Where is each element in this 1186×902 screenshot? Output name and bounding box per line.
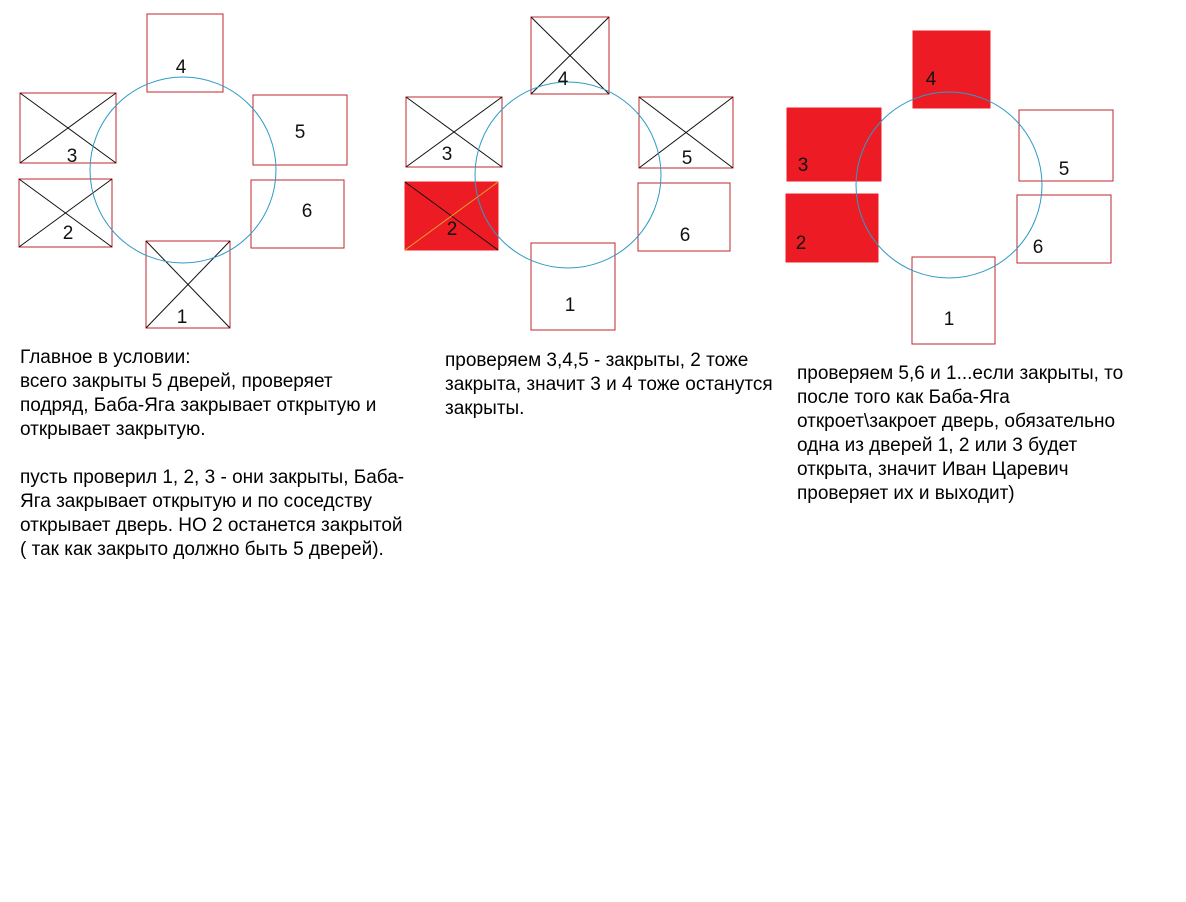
panel-3-door-5-label: 5 (1058, 159, 1070, 181)
panel-1-door-1-label: 1 (176, 307, 188, 329)
panel-1-door-3-label: 3 (66, 146, 78, 168)
panel-2-door-5-label: 5 (681, 148, 693, 170)
panel-3-door-1-label: 1 (943, 309, 955, 331)
panel-1-door-6-label: 6 (301, 201, 313, 223)
panel-2-door-2-label: 2 (446, 219, 458, 241)
panel-3-door-1 (912, 257, 995, 344)
panel-3-door-6-label: 6 (1032, 237, 1044, 259)
panel-2-door-1-label: 1 (564, 295, 576, 317)
panel-1-explanation: Главное в условии: всего закрыты 5 дверей, проверяет подряд, Баба-Яга закрывает открытую и открывает закрытую. пусть проверил 1, 2, 3 - они закрыты, Баба-Яга закрывает открытую и по соседству открывает дверь. НО 2 останется закрытой ( так как закрыто должно быть 5 дверей). (20, 347, 405, 560)
panel-2-explanation: проверяем 3,4,5 - закрыты, 2 тоже закрыта, значит 3 и 4 тоже останутся закрыты. (445, 350, 773, 419)
panel-1-door-4-label: 4 (175, 57, 187, 79)
panel-2-door-3-label: 3 (441, 144, 453, 166)
panel-1-circle (90, 77, 276, 263)
panel-3-door-4-label: 4 (925, 69, 937, 91)
panel-1-door-2-label: 2 (62, 223, 74, 245)
panel-3-circle (856, 92, 1042, 278)
panel-2-door-6-label: 6 (679, 225, 691, 247)
panel-2-door-1 (531, 243, 615, 330)
panel-3-door-2-label: 2 (795, 233, 807, 255)
panel-3-door-3-label: 3 (797, 155, 809, 177)
panel-2-circle (475, 82, 661, 268)
panel-1-door-5-label: 5 (294, 122, 306, 144)
panel-3-explanation: проверяем 5,6 и 1...если закрыты, то после того как Баба-Яга откроет\закроет дверь, обязательно одна из дверей 1, 2 или 3 будет открыта, значит Иван Царевич проверяет их и выходит) (797, 363, 1124, 504)
panel-2-door-4-label: 4 (557, 69, 569, 91)
